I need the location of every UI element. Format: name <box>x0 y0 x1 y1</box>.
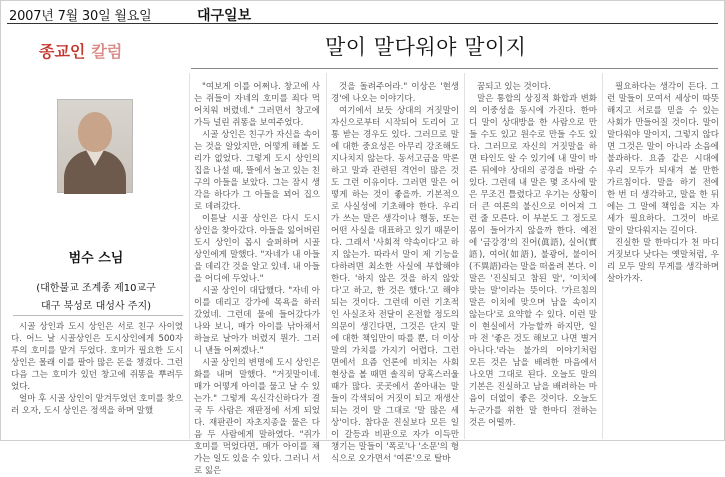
column-separator <box>189 73 190 439</box>
column-sublabel: 칼럼 <box>91 42 123 61</box>
photo-head <box>78 112 112 152</box>
column-separator <box>464 73 465 439</box>
newspaper-name: 대구일보 <box>197 8 252 24</box>
column-heading <box>39 39 122 62</box>
article-column-5 <box>607 81 719 437</box>
author-name: 범수 스님 <box>68 251 124 266</box>
paragraph: 시골 상인의 변명에 도시 상인은 화를 내며 말했다. "거짓말이네. 매가 어떻게 아이를 물고 날 수 있는가." 그렇게 옥신각신하다가 결국 두 사람은 재판정에 서게 되었다. 재판관이 자초지종을 물은 다음 두 사람에게 말하였다. "쥐가 호미를 먹었다면, 매가 아이를 채가는 일도 있을 수 있다. 그러니 서로 잃은 <box>194 358 320 476</box>
article-column-4 <box>469 81 597 437</box>
article-column-1 <box>11 321 183 437</box>
paragraph: 시골 상인과 도시 상인은 서로 친구 사이였다. 어느 날 시골상인은 도시상인에게 500자루의 호미를 맡겨 두었다. 호미가 필요한 도시 상인은 몰래 이를 팔아 많은 돈을 챙겼다. 그런 다음 그는 호미가 있던 창고에 쥐똥을 뿌려두었다. <box>11 322 183 392</box>
headline-rule <box>191 68 718 69</box>
paragraph: 필요하다는 생각이 든다. 그런 말들이 모여서 세상이 따뜻해지고 서로를 믿을 수 있는 사회가 만들어질 것이다. 말이 말다워야 말이지, 그렇지 않다면 그것은 말이 아니라 소음에 불과하다. 요즘 같은 시대에 우리 모두가 되새겨 볼 만한 가르침이다. 말을 하기 전에 한 번 더 생각하고, 말을 한 뒤에는 그 말에 책임을 지는 자세가 필요하다. 그것이 바로 말이 말다워지는 길이다. <box>607 82 719 236</box>
article-column-2 <box>194 81 320 476</box>
paragraph: 이튿날 시골 상인은 다시 도시 상인을 찾아갔다. 아들을 잃어버린 도시 상인이 몹시 슬퍼하며 시골 상인에게 말했다. "자네가 내 아들을 데리간 것을 알고 있네. 내 아들을 어디에 두었나." <box>194 214 320 284</box>
article-column-3 <box>331 81 459 464</box>
author-affiliation-2: 대구 북성로 대성사 주지) <box>40 301 152 312</box>
paragraph: "여보게 이를 어쩌나. 창고에 사는 쥐들이 자네의 호미를 죄다 먹어치워 버렸네." 그러면서 창고에 가득 널린 쥐똥을 보여주었다. <box>194 82 320 128</box>
article-headline: 말이 말다워야 말이지 <box>325 35 527 59</box>
author-photo <box>57 99 133 193</box>
column-separator <box>602 73 603 439</box>
header-rule <box>7 23 718 24</box>
paragraph: 얼마 후 시골 상인이 맡겨두었던 호미를 찾으러 오자, 도시 상인은 정색을 하며 말했 <box>11 394 184 416</box>
paragraph: 것을 돌려주어라." 이상은 '현생경'에 나오는 이야기다. <box>331 82 459 104</box>
paragraph: 꿈되고 있는 것이다. <box>477 82 551 92</box>
paragraph: 여기에서 보듯 상대의 거짓말이 자신으로부터 시작되어 도리어 고통 받는 경우도 있다. 그러므로 말에 대한 중요성은 아무리 강조해도 지나치지 않는다. 동서고금을 막론하고 말과 관련된 격언이 많은 것도 그런 이유이다. 그러면 말은 어떻게 하는 것이 좋을까. 기본적으로 사실성에 기초해야 한다. 우리가 쓰는 말은 생각이나 행동, 또는 어떤 사실을 대표하고 있기 때문이다. 그래서 '사회적 약속이다'고 하지 않는가. 따라서 말이 제 기능을 다하려면 최소한 사실에 부합해야 한다. '하지 않은 것을 하지 않았다'고 하고, 한 것은 했다.'고 해야 되는 것이다. 그런데 이런 기초적인 사실조차 전달이 온전할 정도의 의문이 생긴다면, 그것은 단지 말에 대한 책임만이 따를 뿐, 더 이상 말의 가치를 가지기 어렵다. 그런 면에서 요즘 언론에 비치는 사회 현상을 볼 때면 솔직히 당혹스러울 때가 많다. 곳곳에서 쏟아내는 말들이 각색되어 거짓이 되고 재생산되는 것이 말 그대로 '말 많은 세상'이다. 참다운 진실보다 모든 일이 갈등과 비판으로 자가 이득만 챙기는 말들이 '폭로'나 '소문'의 형식으로 오가면서 '여론'으로 탈바 <box>331 106 459 464</box>
publication-date: 2007년 7월 30일 월요일 <box>9 9 152 24</box>
paragraph: 진실한 말 한마디가 천 마디 거짓보다 낫다는 옛말처럼, 우리 모두 말의 무게를 생각하며 살아가자. <box>607 238 719 284</box>
column-label: 종교인 <box>39 42 86 61</box>
sidebar-divider <box>13 315 183 316</box>
column-separator <box>326 73 327 439</box>
paragraph: 시골 상인이 대답했다. "자네 아이를 데리고 강가에 목욕을 하러 갔었네. 그런데 물에 들어갔다가 나와 보니, 매가 아이를 낚아채서 하늘로 날아가 버렸지 뭔가. 그러니 낸들 어쩌겠나." <box>194 286 320 356</box>
paragraph: 시골 상인은 친구가 자신을 속이는 것을 알았지만, 어떻게 해볼 도리가 없었다. 그렇게 도시 상인의 집을 나설 때, 뜰에서 놀고 있는 친구의 아들을 보았다. 그는 잠시 생각을 하다가 그 아들을 꾀어 집으로 데려갔다. <box>194 130 320 212</box>
author-affiliation-1: (대한불교 조계종 제10교구 <box>36 283 156 294</box>
paragraph: 말은 통합의 상징적 화합과 변화의 이중성을 동시에 가진다. 한마디 말이 상대방을 한 사람으로 만들 수도 있고 원수로 만들 수도 있다. 그러므로 자신의 거짓말을 하면 타인도 알 수 있기에 내 말이 바른 뒤에야 상대의 공경을 바랄 수 있다. 그런데 내 말은 몇 조사에 말은 무조건 틀렸다고 우기는 상황이 더 큰 여론의 불신으로 이어져 그런 줄 모른다. 이 부분도 그 정도로 몸이 들어가지 않을까 한다. 예전에 '금강경'의 진어(眞語), 실어(實語), 여어(如語), 불광어, 불이어(不異語)라는 말을 떠올려 본다. 이 말은 '진실되고 참된 말', '이치에 맞는 말'이라는 뜻이다. '가르침의 말은 이치에 맞으며 남을 속이지 않는다'로 요약할 수 있다. 이런 말이 현실에서 가능할까 하지만, 일마 전 '좋은 것도 해보고 나면 별거 아니다.'라는 불가의 이야기처럼 모든 것은 남을 배려한 마음에서 나오면 그대로 된다. 오늘도 말의 기본은 진실하고 남을 배려하는 마음이 더없이 좋은 것이다. 오늘도 누군가를 위한 말 한마디 전하는 것은 어떨까. <box>469 94 597 428</box>
